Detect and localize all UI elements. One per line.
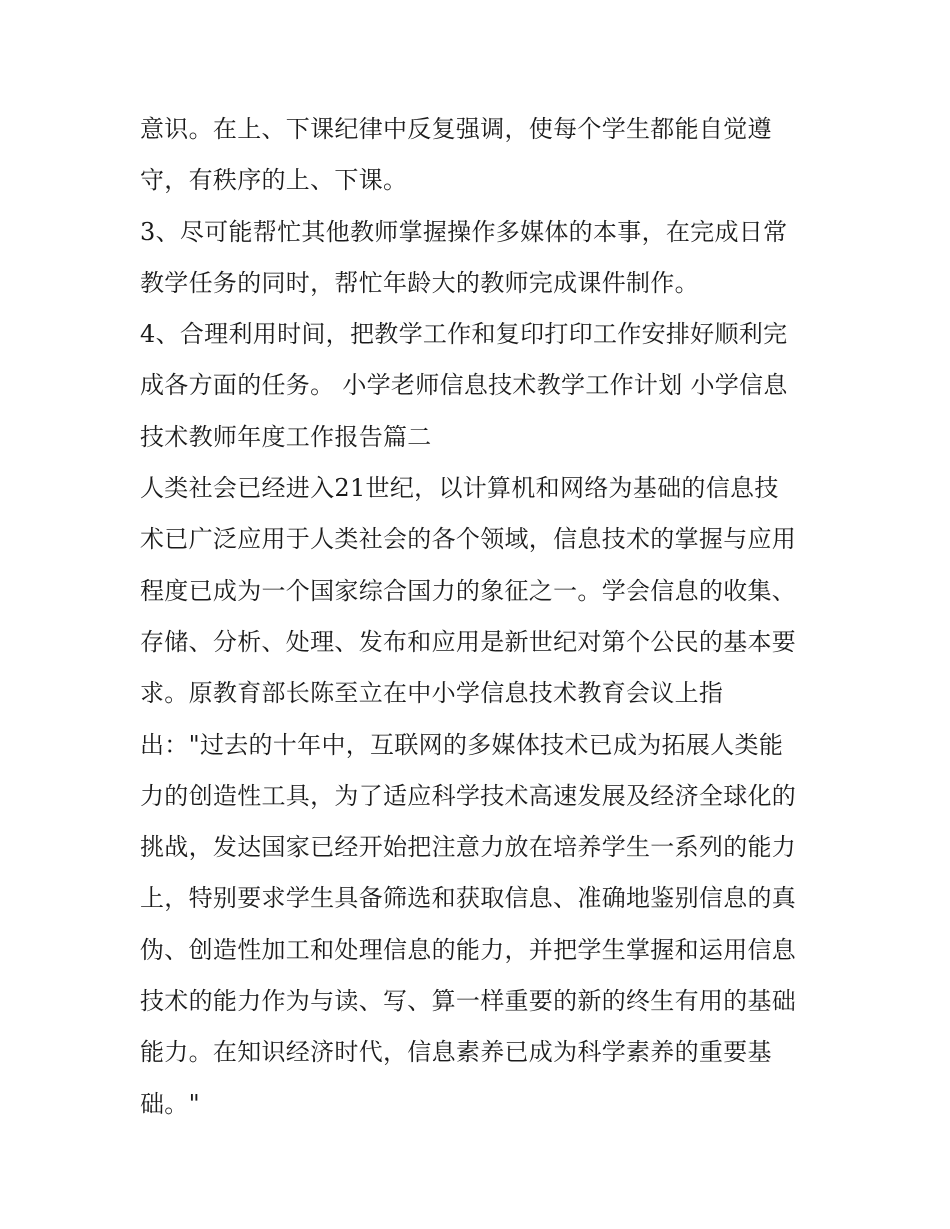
text-line: 守，有秩序的上、下课。 (140, 166, 408, 195)
text-line: 技术的能力作为与读、写、算一样重要的新的终生有用的基础 (140, 987, 797, 1016)
text-line: 伪、创造性加工和处理信息的能力，并把学生掌握和运用信息 (140, 935, 797, 964)
text-line: 程度已成为一个国家综合国力的象征之一。学会信息的收集、 (140, 576, 797, 605)
text-line: 力的创造性工具，为了适应科学技术高速发展及经济全球化的 (140, 781, 797, 810)
text-line: 术已广泛应用于人类社会的各个领域，信息技术的掌握与应用 (140, 525, 797, 554)
text-line: 成各方面的任务。 小学老师信息技术教学工作计划 小学信息 (140, 371, 788, 400)
text-line: 3、尽可能帮忙其他教师掌握操作多媒体的本事，在完成日常 (140, 217, 788, 246)
text-line: 出："过去的十年中，互联网的多媒体技术已成为拓展人类能 (140, 730, 784, 759)
text-line: 意识。在上、下课纪律中反复强调，使每个学生都能自觉遵 (140, 115, 772, 143)
body-text (140, 104, 830, 1130)
text-line: 人类社会已经进入21世纪，以计算机和网络为基础的信息技 (140, 474, 779, 503)
text-line: 求。原教育部长陈至立在中小学信息技术教育会议上指 (140, 679, 724, 708)
text-line: 上，特别要求学生具备筛选和获取信息、准确地鉴别信息的真 (140, 884, 797, 913)
text-line: 存储、分析、处理、发布和应用是新世纪对第个公民的基本要 (140, 627, 797, 656)
text-line: 能力。在知识经济时代，信息素养已成为科学素养的重要基 (140, 1038, 772, 1067)
text-line: 教学任务的同时，帮忙年龄大的教师完成课件制作。 (140, 268, 699, 297)
text-line: 4、合理利用时间，把教学工作和复印打印工作安排好顺利完 (140, 320, 788, 349)
text-line: 挑战，发达国家已经开始把注意力放在培养学生一系列的能力 (140, 833, 797, 862)
text-line: 础。" (140, 1089, 200, 1118)
text-line: 技术教师年度工作报告篇二 (140, 422, 432, 451)
